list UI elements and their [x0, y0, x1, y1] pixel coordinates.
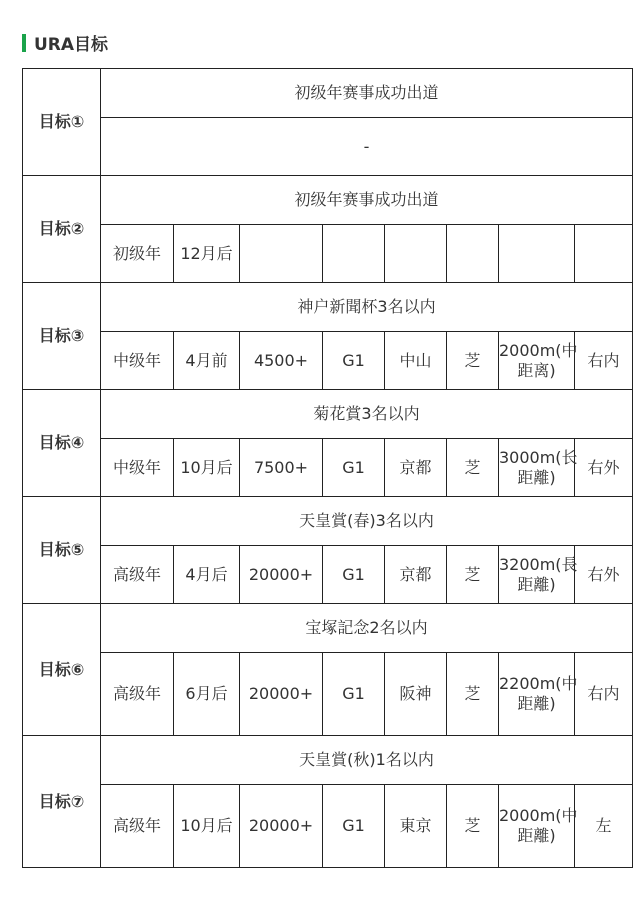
goal-race-title: 天皇賞(秋)1名以内	[101, 736, 633, 785]
grade-cell: G1	[323, 332, 385, 390]
fans-cell: 20000+	[240, 546, 323, 604]
direction-cell: 左	[575, 785, 633, 868]
venue-cell: 阪神	[385, 653, 447, 736]
goal-title-row	[23, 497, 633, 546]
year-cell: 中级年	[101, 439, 174, 497]
fans-cell: 20000+	[240, 653, 323, 736]
goal-detail-row	[23, 332, 633, 390]
goal-race-title: 初级年赛事成功出道	[101, 176, 633, 225]
surface-cell: 芝	[447, 439, 499, 497]
venue-cell: 東京	[385, 785, 447, 868]
distance-cell: 3000m(长距離)	[499, 439, 575, 497]
goal-detail-row	[23, 225, 633, 283]
surface-cell: 芝	[447, 653, 499, 736]
surface-cell: 芝	[447, 332, 499, 390]
section-accent-bar	[22, 34, 26, 52]
section-header	[22, 30, 108, 55]
goal-label: 目标②	[23, 176, 101, 283]
direction-cell: 右外	[575, 439, 633, 497]
goal-label: 目标①	[23, 69, 101, 176]
grade-cell: G1	[323, 785, 385, 868]
goal-empty-cell: -	[101, 118, 633, 176]
goal-title-row	[23, 176, 633, 225]
surface-cell: 芝	[447, 546, 499, 604]
fans-cell: 20000+	[240, 785, 323, 868]
distance-cell: 2000m(中距离)	[499, 332, 575, 390]
goal-title-row	[23, 390, 633, 439]
distance-cell: 2000m(中距離)	[499, 785, 575, 868]
timing-cell: 10月后	[174, 439, 240, 497]
goal-detail-row	[23, 118, 633, 176]
timing-cell: 6月后	[174, 653, 240, 736]
timing-cell: 10月后	[174, 785, 240, 868]
goal-title-row	[23, 69, 633, 118]
goal-race-title: 天皇賞(春)3名以内	[101, 497, 633, 546]
year-cell: 初级年	[101, 225, 174, 283]
grade-cell: G1	[323, 546, 385, 604]
direction-cell: 右内	[575, 332, 633, 390]
timing-cell: 12月后	[174, 225, 240, 283]
fans-cell: 7500+	[240, 439, 323, 497]
venue-cell: 京都	[385, 439, 447, 497]
goal-race-title: 宝塚記念2名以内	[101, 604, 633, 653]
timing-cell: 4月前	[174, 332, 240, 390]
goals-table	[22, 68, 633, 868]
surface-cell	[447, 225, 499, 283]
distance-cell	[499, 225, 575, 283]
venue-cell	[385, 225, 447, 283]
grade-cell: G1	[323, 653, 385, 736]
goal-label: 目标③	[23, 283, 101, 390]
venue-cell: 中山	[385, 332, 447, 390]
goal-title-row	[23, 283, 633, 332]
direction-cell	[575, 225, 633, 283]
goal-label: 目标⑤	[23, 497, 101, 604]
grade-cell	[323, 225, 385, 283]
goal-detail-row	[23, 785, 633, 868]
goal-label: 目标⑥	[23, 604, 101, 736]
year-cell: 高级年	[101, 546, 174, 604]
goals-body	[23, 69, 633, 868]
direction-cell: 右内	[575, 653, 633, 736]
section-title: URA目标	[34, 35, 109, 55]
goal-detail-row	[23, 546, 633, 604]
goal-race-title: 菊花賞3名以内	[101, 390, 633, 439]
fans-cell: 4500+	[240, 332, 323, 390]
goal-detail-row	[23, 653, 633, 736]
year-cell: 高级年	[101, 653, 174, 736]
distance-cell: 3200m(長距離)	[499, 546, 575, 604]
year-cell: 高级年	[101, 785, 174, 868]
goal-race-title: 神户新聞杯3名以内	[101, 283, 633, 332]
goal-detail-row	[23, 439, 633, 497]
direction-cell: 右外	[575, 546, 633, 604]
goal-title-row	[23, 604, 633, 653]
goal-label: 目标④	[23, 390, 101, 497]
year-cell: 中级年	[101, 332, 174, 390]
surface-cell: 芝	[447, 785, 499, 868]
goal-label: 目标⑦	[23, 736, 101, 868]
goal-race-title: 初级年赛事成功出道	[101, 69, 633, 118]
distance-cell: 2200m(中距離)	[499, 653, 575, 736]
grade-cell: G1	[323, 439, 385, 497]
fans-cell	[240, 225, 323, 283]
timing-cell: 4月后	[174, 546, 240, 604]
goal-title-row	[23, 736, 633, 785]
venue-cell: 京都	[385, 546, 447, 604]
